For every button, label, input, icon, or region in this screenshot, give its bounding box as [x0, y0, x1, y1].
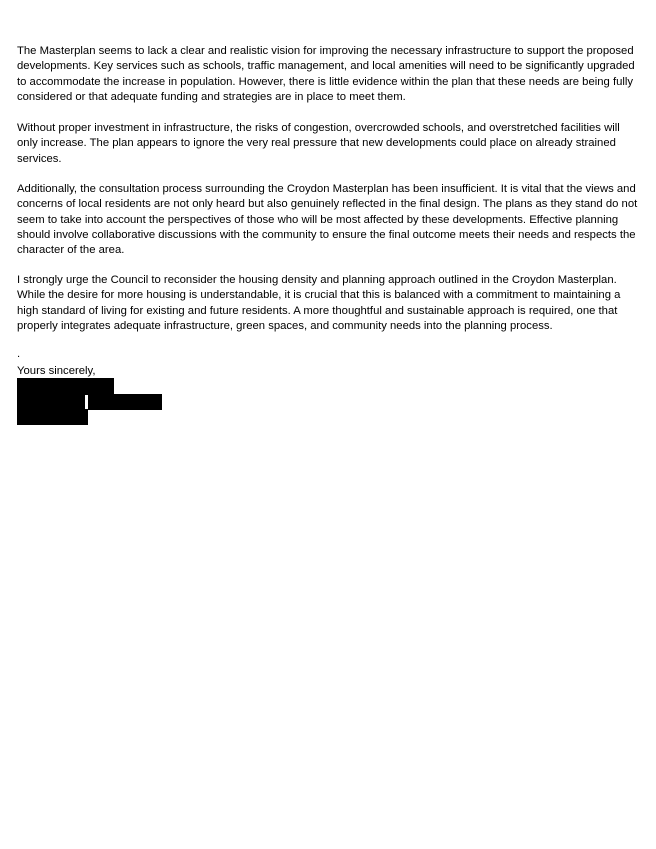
separator-mark: .: [17, 348, 21, 360]
paragraph-consultation-process: Additionally, the consultation process surrounding the Croydon Masterplan has been insufficient. It is vital that the views and concerns of local residents are not only heard but also genuinely reflected in the final design. The plans as they stand do not seem to take into account the perspectives of those who will be most affected by these developments. Effective planning should involve collaborative discussions with the community to ensure the final outcome meets their needs and respects the character of the area.: [17, 183, 638, 257]
paragraph-reconsider-request: I strongly urge the Council to reconsider the housing density and planning approach outlined in the Croydon Masterplan. While the desire for more housing is understandable, it is crucial that this is balanced with a commitment to maintaining a high standard of living for existing and future residents. A more thoughtful and sustainable approach is required, one that properly integrates adequate infrastructure, green spaces, and community needs into the planning process.: [17, 274, 621, 332]
closing-salutation: Yours sincerely,: [17, 365, 96, 377]
paragraph-infrastructure-investment: Without proper investment in infrastructure, the risks of congestion, overcrowded schools, and overstretched facilities will only increase. The plan appears to ignore the very real pressure that new developments could place on already strained services.: [17, 122, 620, 165]
redaction-block: [17, 394, 85, 410]
redaction-block: [17, 378, 114, 395]
redaction-block: [88, 394, 162, 410]
redaction-block: [17, 409, 88, 425]
paragraph-infrastructure-vision: The Masterplan seems to lack a clear and realistic vision for improving the necessary infrastructure to support the proposed developments. Key services such as schools, traffic management, and local amenities will need to be significantly upgraded to accommodate the increase in population. However, there is little evidence within the plan that these needs are being fully considered or that adequate funding and strategies are in place to meet them.: [17, 45, 635, 103]
